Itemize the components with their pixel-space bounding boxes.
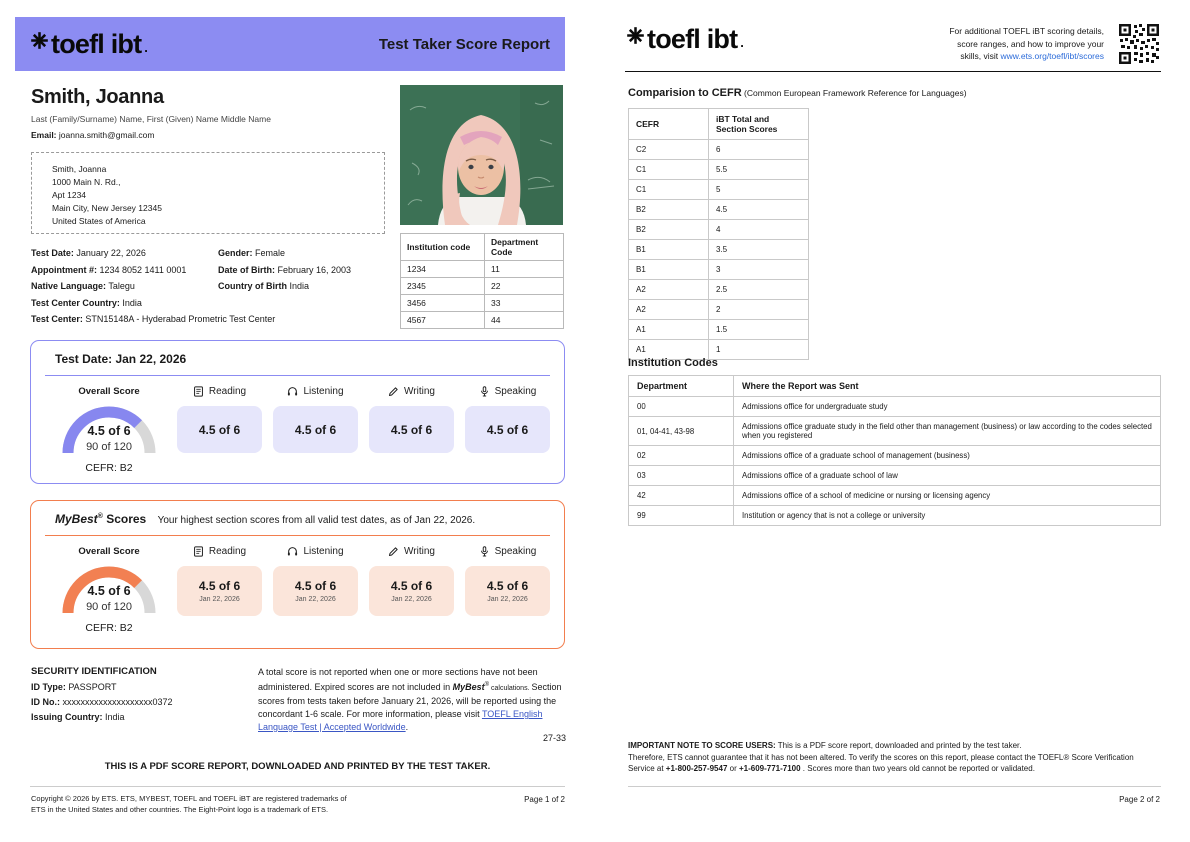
table-cell: A1 (629, 320, 709, 340)
table-cell: C2 (629, 140, 709, 160)
detail-value: India (102, 712, 125, 722)
score-pill (465, 406, 550, 453)
column-header: iBT Total and Section Scores (709, 109, 809, 140)
text-line: 1000 Main N. Rd., (52, 177, 121, 187)
score-pill (273, 566, 358, 616)
mybest-subtitle: Your highest section scores from all valid test dates, as of Jan 22, 2026. (157, 515, 476, 526)
section-name: Reading (208, 546, 247, 557)
table-row (629, 200, 809, 220)
table-cell: 02 (629, 446, 734, 466)
detail-row (31, 710, 173, 725)
detail-label: Date of Birth: (218, 264, 275, 275)
detail-value: February 16, 2003 (275, 264, 352, 275)
table-row (629, 280, 809, 300)
section-name: Listening (303, 546, 344, 557)
detail-row (31, 695, 173, 710)
mybest-scores-card (30, 500, 565, 649)
table-cell: 6 (709, 140, 809, 160)
table-header-row (629, 376, 1161, 397)
detail-label: Country of Birth (218, 281, 287, 291)
heading-text: Comparision to CEFR (628, 87, 742, 99)
detail-row (31, 680, 173, 695)
table-cell: B1 (629, 240, 709, 260)
mybest-brand: MyBest (452, 682, 485, 692)
table-row (629, 260, 809, 280)
table-cell: 42 (629, 486, 734, 506)
page-number: Page 1 of 2 (524, 795, 565, 804)
overall-score-total: 90 of 120 (86, 441, 132, 453)
text-line: Apt 1234 (52, 190, 87, 200)
table-row (629, 300, 809, 320)
toefl-ibt-logo (30, 29, 147, 60)
table-cell: Admissions office graduate study in the field other than management (business) or law according to the codes selected when you registered (734, 417, 1161, 446)
section-score: 4.5 of 6 (390, 422, 433, 437)
table-cell: B2 (629, 200, 709, 220)
email-value: joanna.smith@gmail.com (58, 130, 155, 140)
overall-score-label: Overall Score (78, 386, 140, 397)
page-number: Page 2 of 2 (1119, 795, 1160, 804)
note-text-small: calculations. (489, 685, 532, 692)
section-header (465, 386, 550, 397)
test-date-card-body (45, 386, 550, 474)
table-row (629, 466, 1161, 486)
table-row (629, 446, 1161, 466)
table-row (629, 160, 809, 180)
table-cell: Admissions office of a graduate school of management (business) (734, 446, 1161, 466)
eight-point-asterisk-icon (30, 31, 49, 50)
detail-label: Test Center: (31, 314, 83, 324)
section-speaking (465, 386, 550, 453)
section-speaking (465, 546, 550, 616)
score-pill (273, 406, 358, 453)
section-score: 4.5 of 6 (294, 422, 337, 437)
table-cell: Admissions office of a school of medicine or nursing or licensing agency (734, 486, 1161, 506)
table-cell: 22 (485, 278, 564, 295)
mybest-card-body (45, 546, 550, 634)
table-cell: Admissions office for undergraduate study (734, 397, 1161, 417)
table-row (629, 417, 1161, 446)
table-header-row (401, 234, 564, 261)
heading-subtext: (Common European Framework Reference for Languages) (741, 88, 967, 98)
detail-label: Gender: (218, 248, 253, 258)
section-scores (177, 546, 550, 616)
detail-row (218, 278, 398, 295)
table-row (629, 220, 809, 240)
table-cell: 33 (485, 295, 564, 312)
detail-value: January 22, 2026 (73, 248, 146, 258)
table-cell: 2.5 (709, 280, 809, 300)
note-text: Therefore, ETS cannot guarantee that it has not been altered. To verify the scores on this report, please contact the TOEFL® Score Verification Service at (628, 752, 1134, 773)
table-cell: B1 (629, 260, 709, 280)
scoring-info-text (904, 25, 1104, 63)
table-cell: 44 (485, 312, 564, 329)
text-line: Smith, Joanna (52, 164, 107, 174)
section-score: 4.5 of 6 (198, 422, 241, 437)
column-header: Department (629, 376, 734, 397)
test-date-score-card (30, 340, 565, 484)
table-cell: 03 (629, 466, 734, 486)
column-header: Institution code (401, 234, 485, 261)
detail-value: PASSPORT (65, 682, 117, 692)
microphone-icon (479, 546, 490, 557)
section-reading (177, 546, 262, 616)
security-identification-block (31, 666, 173, 725)
card-divider (45, 375, 550, 376)
book-icon (193, 386, 204, 397)
score-pill (177, 566, 262, 616)
test-taker-photo (400, 85, 563, 225)
detail-label: Test Date: (31, 248, 74, 258)
detail-label: Issuing Country: (31, 712, 103, 722)
toefl-ibt-logo (626, 24, 743, 55)
overall-score-gauge-block (45, 386, 173, 474)
table-cell: 4.5 (709, 200, 809, 220)
table-cell: 00 (629, 397, 734, 417)
note-bold-lead: IMPORTANT NOTE TO SCORE USERS: (628, 741, 776, 750)
section-scores (177, 386, 550, 453)
overall-score-value: 4.5 of 6 (87, 584, 131, 598)
footer-divider (628, 786, 1161, 787)
section-reading (177, 386, 262, 453)
section-name: Speaking (494, 386, 537, 397)
toefl-info-link[interactable]: TOEFL English Language Test | Accepted Worldwide (258, 709, 543, 732)
info-line: For additional TOEFL iBT scoring details, (949, 26, 1104, 36)
reference-number: 27-33 (542, 733, 566, 743)
table-row (401, 295, 564, 312)
table-row (629, 397, 1161, 417)
table-cell: 1.5 (709, 320, 809, 340)
section-score-date: Jan 22, 2026 (295, 596, 336, 603)
section-score-date: Jan 22, 2026 (391, 596, 432, 603)
microphone-icon (479, 386, 490, 397)
table-cell: 11 (485, 261, 564, 278)
detail-row (218, 245, 398, 262)
headphones-icon (287, 386, 298, 397)
table-cell: Institution or agency that is not a college or university (734, 506, 1161, 526)
table-header-row (629, 109, 809, 140)
table-cell: 01, 04-41, 43-98 (629, 417, 734, 446)
header-banner (15, 17, 565, 71)
cefr-level: CEFR: B2 (85, 462, 133, 474)
column-header: Where the Report was Sent (734, 376, 1161, 397)
table-row (629, 180, 809, 200)
table-cell: 2 (709, 300, 809, 320)
section-header (369, 546, 454, 557)
section-name: Writing (404, 546, 435, 557)
copyright-text (31, 794, 347, 815)
detail-row (31, 245, 217, 262)
detail-label: Test Center Country: (31, 297, 120, 308)
verification-phone-1: +1-800-257-9547 (665, 764, 728, 773)
section-score-date: Jan 22, 2026 (199, 596, 240, 603)
verification-phone-2: +1-609-771-7100 (738, 764, 801, 773)
section-header (273, 386, 358, 397)
section-header (177, 386, 262, 397)
detail-label: Native Language: (31, 281, 107, 291)
column-header: CEFR (629, 109, 709, 140)
detail-value: 1234 8052 1411 0001 (97, 264, 187, 275)
mybest-brand: MyBest (55, 512, 98, 526)
pencil-icon (388, 386, 399, 397)
email-label: Email: (31, 130, 57, 140)
score-gauge (57, 559, 161, 616)
table-cell: A2 (629, 280, 709, 300)
text-line: United States of America (52, 216, 146, 226)
note-text: A total score is not reported when one or more sections have not been administered. Expired scores are not included in (258, 667, 538, 692)
table-cell: B2 (629, 220, 709, 240)
table-row (401, 278, 564, 295)
section-listening (273, 546, 358, 616)
cefr-comparison-heading (628, 87, 967, 99)
table-cell: A1 (629, 340, 709, 360)
card-divider (45, 535, 550, 536)
table-row (629, 140, 809, 160)
table-row (629, 506, 1161, 526)
detail-label: ID Type: (31, 682, 66, 692)
table-cell: C1 (629, 180, 709, 200)
table-row (401, 261, 564, 278)
note-text: . Scores more than two years old cannot be reported or validated. (800, 764, 1035, 773)
section-score: 4.5 of 6 (294, 579, 337, 593)
section-header (177, 546, 262, 557)
security-rows (31, 680, 173, 725)
institution-department-table (400, 233, 564, 329)
security-heading: SECURITY IDENTIFICATION (31, 666, 157, 677)
test-taker-name: Smith, Joanna (31, 86, 164, 108)
info-line: skills, visit (960, 51, 1001, 61)
table-row (629, 240, 809, 260)
table-cell: 5.5 (709, 160, 809, 180)
overall-score-label: Overall Score (78, 546, 140, 557)
logo-trademark-dot: . (740, 35, 744, 50)
score-pill (369, 566, 454, 616)
score-pill (369, 406, 454, 453)
test-date-card-title: Test Date: Jan 22, 2026 (55, 352, 187, 366)
logo-text: toefl ibt (51, 28, 142, 59)
overall-score-value: 4.5 of 6 (87, 424, 131, 438)
detail-value: STN15148A - Hyderabad Prometric Test Center (82, 314, 276, 324)
table-row (629, 486, 1161, 506)
score-pill (177, 406, 262, 453)
table-cell: 5 (709, 180, 809, 200)
pdf-report-notice: THIS IS A PDF SCORE REPORT, DOWNLOADED AND PRINTED BY THE TEST TAKER. (104, 761, 491, 772)
test-taker-name-block (31, 86, 271, 140)
book-icon (193, 546, 204, 557)
section-writing (369, 546, 454, 616)
score-gauge (57, 399, 161, 456)
detail-row (31, 311, 276, 328)
test-details-column-2 (218, 245, 398, 295)
detail-value: Female (252, 248, 286, 258)
note-text: or (727, 764, 739, 773)
mybest-title-rest: Scores (102, 512, 147, 526)
detail-label: Appointment #: (31, 264, 97, 275)
table-cell: 1234 (401, 261, 485, 278)
table-cell: 4567 (401, 312, 485, 329)
section-writing (369, 386, 454, 453)
section-header (369, 386, 454, 397)
table-cell: 99 (629, 506, 734, 526)
table-cell: Admissions office of a graduate school of law (734, 466, 1161, 486)
header-divider (625, 71, 1161, 72)
section-name: Reading (208, 386, 247, 397)
logo-text: toefl ibt (647, 24, 738, 54)
institution-codes-heading: Institution Codes (628, 357, 718, 369)
overall-score-gauge-block (45, 546, 173, 634)
eight-point-asterisk-icon (626, 26, 645, 45)
table-cell: A2 (629, 300, 709, 320)
section-listening (273, 386, 358, 453)
institution-codes-table (628, 375, 1161, 526)
section-header (465, 546, 550, 557)
ets-scores-link[interactable]: www.ets.org/toefl/ibt/scores (1000, 51, 1104, 61)
section-score: 4.5 of 6 (198, 579, 241, 593)
logo-trademark-dot: . (144, 39, 148, 55)
note-text: Section scores from tests taken before January 21, 2026, will be reported using the concordant 1-6 scale. For more information, please visit (258, 682, 562, 719)
table-cell: 1 (709, 340, 809, 360)
registered-mark: ® (484, 682, 490, 688)
qr-code (1118, 23, 1160, 65)
mybest-card-title (45, 512, 550, 526)
section-name: Speaking (494, 546, 537, 557)
table-cell: 3456 (401, 295, 485, 312)
section-score: 4.5 of 6 (486, 579, 529, 593)
footer-divider (30, 786, 565, 787)
table-cell: 3.5 (709, 240, 809, 260)
section-name: Listening (303, 386, 344, 397)
detail-row (31, 262, 217, 279)
table-row (629, 320, 809, 340)
table-cell: 4 (709, 220, 809, 240)
detail-label: ID No.: (31, 697, 60, 707)
important-note-paragraph (628, 740, 1161, 775)
mailing-address-box (31, 152, 385, 234)
section-name: Writing (404, 386, 435, 397)
report-title: Test Taker Score Report (378, 35, 550, 53)
column-header: Department Code (485, 234, 564, 261)
table-row (401, 312, 564, 329)
section-score-date: Jan 22, 2026 (487, 596, 528, 603)
detail-value: xxxxxxxxxxxxxxxxxxxx0372 (60, 697, 173, 707)
name-format-caption: Last (Family/Surname) Name, First (Given) Name Middle Name (31, 114, 271, 124)
score-note-paragraph (258, 666, 566, 734)
score-report-page-2 (595, 0, 1190, 842)
info-line: score ranges, and how to improve your (957, 38, 1104, 49)
section-score: 4.5 of 6 (486, 422, 529, 437)
headphones-icon (287, 546, 298, 557)
note-text: . (405, 722, 409, 732)
detail-row (31, 295, 217, 312)
detail-value: Talegu (106, 281, 135, 291)
detail-value: India (119, 297, 142, 308)
pencil-icon (388, 546, 399, 557)
text-line: Main City, New Jersey 12345 (52, 203, 162, 213)
copyright-line-2: ETS in the United States and other countries. The Eight-Point logo is a trademark of ETS. (31, 804, 329, 814)
note-text: This is a PDF score report, downloaded and printed by the test taker. (775, 741, 1022, 750)
section-header (273, 546, 358, 557)
registered-mark: ® (97, 513, 103, 520)
email-row (31, 130, 271, 140)
cefr-level: CEFR: B2 (85, 622, 133, 634)
detail-row (218, 262, 398, 279)
cefr-score-table (628, 108, 809, 360)
score-pill (465, 566, 550, 616)
table-cell: 3 (709, 260, 809, 280)
detail-value: India (287, 281, 310, 291)
table-cell: C1 (629, 160, 709, 180)
section-score: 4.5 of 6 (390, 579, 433, 593)
overall-score-total: 90 of 120 (86, 601, 132, 613)
detail-row (31, 278, 217, 295)
copyright-line-1: Copyright © 2026 by ETS. ETS, MYBEST, TOEFL and TOEFL iBT are registered trademarks of (31, 794, 347, 803)
table-cell: 2345 (401, 278, 485, 295)
